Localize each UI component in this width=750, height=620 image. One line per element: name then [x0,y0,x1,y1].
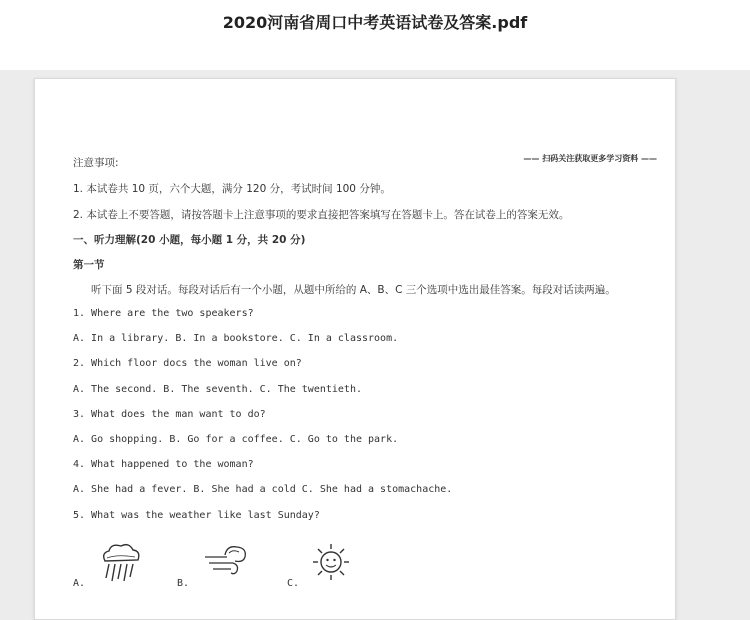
question-3: 3. What does the man want to do? [73,409,266,420]
question-4: 4. What happened to the woman? [73,459,254,470]
instructions: 听下面 5 段对话。每段对话后有一个小题，从题中所给的 A、B、C 三个选项中选出最佳答案。每段对话读两遍。 [91,284,616,296]
question-1: 1. Where are the two speakers? [73,308,254,319]
question-3-options: A. Go shopping. B. Go for a coffee. C. Go to the park. [73,434,399,445]
sun-icon [311,542,351,582]
question-1-options: A. In a library. B. In a bookstore. C. In a classroom. [73,333,399,344]
title-bar [0,0,750,70]
question-4-options: A. She had a fever. B. She had a cold C. She had a stomachache. [73,484,453,495]
watermark-text: —— 扫码关注获取更多学习资料 —— [523,154,657,163]
wind-icon [203,543,251,577]
part-heading: 第一节 [73,259,105,271]
section-heading: 一、听力理解(20 小题，每小题 1 分，共 20 分) [73,234,306,246]
pdf-page [34,78,676,620]
option-c-label: C. [287,578,300,589]
rain-cloud-icon [97,541,143,583]
notice-heading: 注意事项: [73,157,119,169]
question-5: 5. What was the weather like last Sunday? [73,510,320,521]
option-b-label: B. [177,578,190,589]
notice-item-2: 2. 本试卷上不要答题，请按答题卡上注意事项的要求直接把答案填写在答题卡上。答在试卷上的答案无效。 [73,209,570,221]
question-2: 2. Which floor docs the woman live on? [73,358,302,369]
question-2-options: A. The second. B. The seventh. C. The twentieth. [73,384,362,395]
document-title: 2020河南省周口中考英语试卷及答案.pdf [222,13,528,32]
option-a-label: A. [73,578,86,589]
notice-item-1: 1. 本试卷共 10 页，六个大题，满分 120 分，考试时间 100 分钟。 [73,183,391,195]
